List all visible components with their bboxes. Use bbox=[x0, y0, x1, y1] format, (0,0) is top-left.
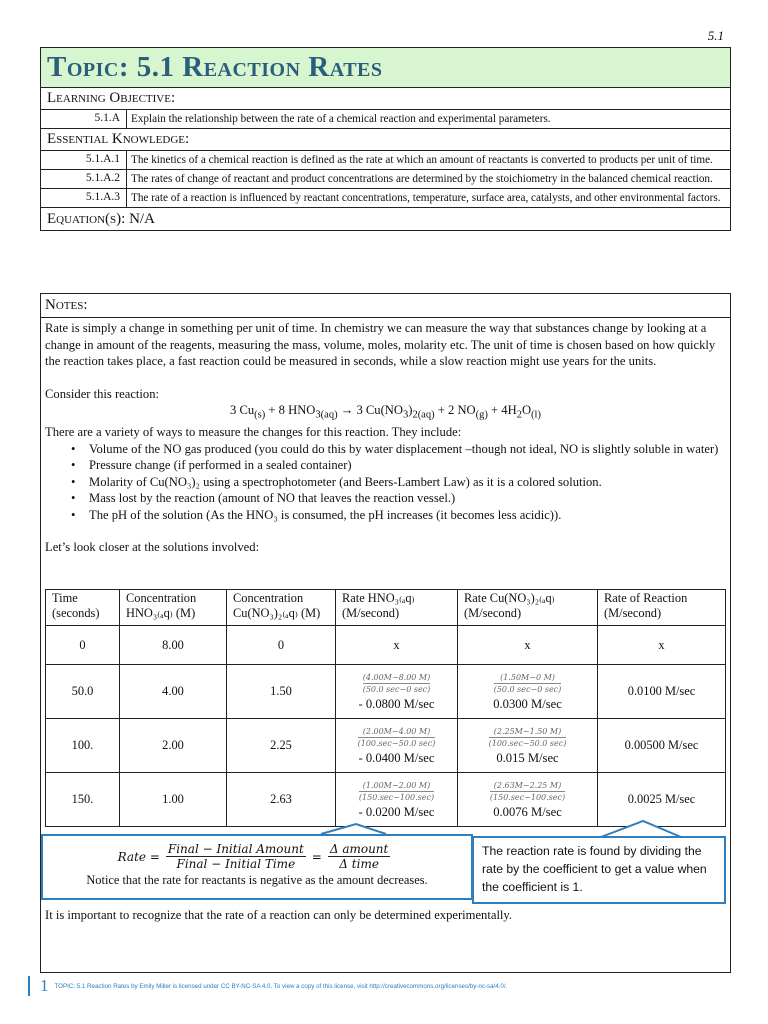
cell-rate-hno3: x bbox=[336, 626, 458, 665]
cell-cu: 0 bbox=[227, 626, 336, 665]
rate-calc-denominator: (50.0 sec−0 sec) bbox=[493, 684, 562, 694]
license-text: TOPIC: 5.1 Reaction Rates by Emily Miller is licensed under CC BY-NC-SA 4.0. To view a copy of this license, visit http://creativecommons.org/licenses/by-nc-sa/4.0/. bbox=[54, 982, 508, 990]
rate-value: 0.0300 M/sec bbox=[493, 696, 562, 711]
list-item: • Volume of the NO gas produced (you could do this by water displacement –though not ideal, NO is slightly soluble in water) bbox=[71, 441, 726, 458]
cell-rate-rxn: 0.0100 M/sec bbox=[598, 665, 726, 719]
equals-sign: = bbox=[311, 849, 322, 864]
rate-formula-callout bbox=[41, 834, 473, 900]
footer-page-number: 1 bbox=[40, 976, 49, 995]
knowledge-text: The kinetics of a chemical reaction is defined as the rate at which an amount of reactants is converted to products per unit of time. bbox=[131, 154, 713, 166]
list-item: • Molarity of Cu(NO₃)₂ using a spectrophotometer (and Beers-Lambert Law) as it is a colored solution. bbox=[71, 474, 726, 491]
coefficient-callout: The reaction rate is found by dividing the rate by the coefficient to get a value when the coefficient is 1. bbox=[472, 836, 726, 904]
notes-label: Notes: bbox=[41, 294, 730, 318]
rate-value: - 0.0800 M/sec bbox=[358, 696, 435, 711]
column-header: Rate Cu(NO₃)₂₍ₐq₎ (M/second) bbox=[458, 590, 598, 626]
page-number: 5.1 bbox=[707, 28, 724, 43]
rate-calc-numerator: (1.00M−2.00 M) bbox=[362, 780, 431, 790]
rate-calc-numerator: (1.50M−0 M) bbox=[500, 672, 555, 682]
closer-text: Let’s look closer at the solutions involved: bbox=[45, 540, 260, 555]
cell-cu: 2.63 bbox=[227, 773, 336, 827]
rate-value: - 0.0200 M/sec bbox=[358, 804, 435, 819]
rate-value: 0.0076 M/sec bbox=[493, 804, 562, 819]
cell-hno3: 8.00 bbox=[120, 626, 227, 665]
callout-pointer-left bbox=[321, 824, 386, 834]
rate-value: 0.015 M/sec bbox=[496, 750, 559, 765]
rate-calc-denominator: (100.sec−50.0 sec) bbox=[488, 738, 567, 748]
knowledge-row bbox=[41, 189, 730, 208]
topic-title: Topic: 5.1 Reaction Rates bbox=[41, 48, 730, 88]
knowledge-code: 5.1.A.3 bbox=[41, 189, 127, 207]
knowledge-row bbox=[41, 170, 730, 189]
cell-rate-rxn: x bbox=[598, 626, 726, 665]
knowledge-text: The rate of a reaction is influenced by reactant concentrations, temperature, surface area, catalysts, and other environmental factors. bbox=[131, 192, 721, 204]
list-item: • Mass lost by the reaction (amount of NO that leaves the reaction vessel.) bbox=[71, 490, 726, 507]
objective-code: 5.1.A bbox=[41, 110, 127, 128]
cell-rate-cu: x bbox=[458, 626, 598, 665]
cell-time: 50.0 bbox=[46, 665, 120, 719]
list-item: • Pressure change (if performed in a sealed container) bbox=[71, 457, 726, 474]
cell-cu: 1.50 bbox=[227, 665, 336, 719]
column-header: Time (seconds) bbox=[46, 590, 120, 626]
consider-text: Consider this reaction: bbox=[45, 386, 160, 401]
rate-value: - 0.0400 M/sec bbox=[358, 750, 435, 765]
list-item: • The pH of the solution (As the HNO₃ is consumed, the pH increases (it becomes less acidic)). bbox=[71, 507, 726, 524]
experimental-note: It is important to recognize that the rate of a reaction can only be determined experimentally. bbox=[45, 908, 513, 922]
variety-text: There are a variety of ways to measure the changes for this reaction. They include: bbox=[45, 425, 462, 440]
objective-text: Explain the relationship between the rate of a chemical reaction and experimental parameters. bbox=[131, 113, 551, 125]
rate-calc-denominator: (50.0 sec−0 sec) bbox=[362, 684, 431, 694]
notes-section bbox=[40, 293, 731, 973]
cell-time: 0 bbox=[46, 626, 120, 665]
cell-hno3: 2.00 bbox=[120, 719, 227, 773]
column-header: Rate HNO₃₍ₐq₎ (M/second) bbox=[336, 590, 458, 626]
knowledge-row bbox=[41, 151, 730, 170]
column-header: Rate of Reaction (M/second) bbox=[598, 590, 726, 626]
cell-hno3: 1.00 bbox=[120, 773, 227, 827]
knowledge-code: 5.1.A.2 bbox=[41, 170, 127, 188]
reaction-equation: 3 $Cu_{(s)} + 8$ $HNO_{3(aq)} \to 3$ $Cu(NO_3)_{2(aq)} + 2$ $NO_{(g)} + 4H_2O_{(l)}$ bbox=[230, 403, 541, 421]
topic-table bbox=[40, 47, 731, 231]
formula-fraction: Δ amount Δ time bbox=[329, 842, 389, 871]
rate-calc-denominator: (150.sec−100.sec) bbox=[489, 792, 566, 802]
cell-time: 150. bbox=[46, 773, 120, 827]
cell-cu: 2.25 bbox=[227, 719, 336, 773]
objective-row bbox=[41, 110, 730, 129]
notes-intro: Rate is simply a change in something per unit of time. In chemistry we can measure the way that substances change by looking at a change in amount of the reagents, measuring the mass, volume, moles, molarity etc. The unit of time is chosen based on how quickly the reaction takes place, a fast reaction could be measured in seconds, while a slow reaction might use years for the units. bbox=[45, 321, 716, 368]
column-header: Concentration HNO₃₍ₐq₎ (M) bbox=[120, 590, 227, 626]
rate-label: Rate = bbox=[117, 849, 160, 864]
cell-time: 100. bbox=[46, 719, 120, 773]
rate-calc-denominator: (100.sec−50.0 sec) bbox=[357, 738, 436, 748]
cell-rate-rxn: 0.0025 M/sec bbox=[598, 773, 726, 827]
knowledge-text: The rates of change of reactant and product concentrations are determined by the stoichiometry in the balanced chemical reaction. bbox=[131, 173, 713, 185]
rate-calc-numerator: (2.63M−2.25 M) bbox=[493, 780, 562, 790]
footer bbox=[28, 976, 507, 996]
rate-formula bbox=[43, 842, 471, 871]
rate-calc-numerator: (2.25M−1.50 M) bbox=[493, 726, 562, 736]
negative-rate-note: Notice that the rate for reactants is negative as the amount decreases. bbox=[86, 873, 428, 887]
cell-rate-rxn: 0.00500 M/sec bbox=[598, 719, 726, 773]
column-header: Concentration Cu(NO₃)₂₍ₐq₎ (M) bbox=[227, 590, 336, 626]
rate-calc-numerator: (2.00M−4.00 M) bbox=[362, 726, 431, 736]
footer-bar bbox=[28, 976, 30, 996]
cell-hno3: 4.00 bbox=[120, 665, 227, 719]
rate-calc-denominator: (150.sec−100.sec) bbox=[358, 792, 435, 802]
equations-label: Equation(s): N/A bbox=[47, 210, 155, 227]
callout-pointer-right bbox=[601, 821, 681, 837]
learning-objective-label: Learning Objective: bbox=[41, 88, 730, 110]
essential-knowledge-label: Essential Knowledge: bbox=[41, 129, 730, 151]
knowledge-code: 5.1.A.1 bbox=[41, 151, 127, 169]
formula-fraction: Final − Initial Amount Final − Initial Time bbox=[167, 842, 304, 871]
rate-calc-numerator: (4.00M−8.00 M) bbox=[362, 672, 431, 682]
